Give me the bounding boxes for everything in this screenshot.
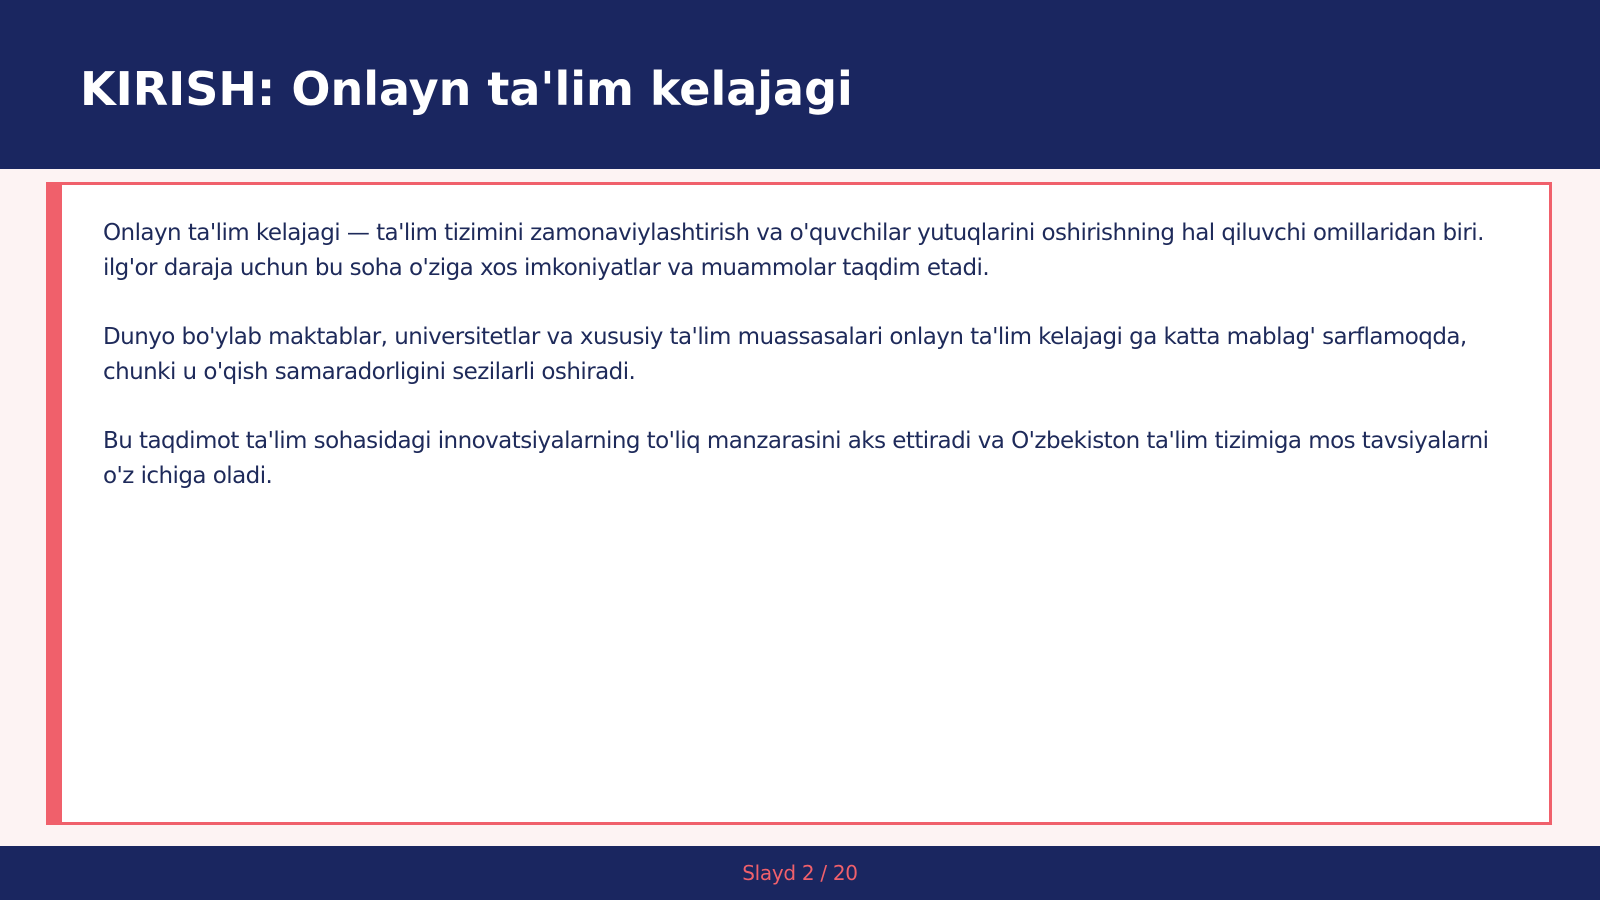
paragraph-3: Bu taqdimot ta'lim sohasidagi innovatsiyalarning to'liq manzarasini aks ettiradi va O'zbekiston ta'lim tizimiga mos tavsiyalarni o'z ichiga oladi. (103, 428, 1489, 489)
content-body (103, 216, 1523, 528)
slide-footer (0, 846, 1600, 900)
slide-header (0, 0, 1600, 169)
slide-counter: Slayd 2 / 20 (742, 861, 858, 885)
paragraph-1: Onlayn ta'lim kelajagi — ta'lim tizimini zamonaviylashtirish va o'quvchilar yutuqlarini oshirishning hal qiluvchi omillaridan biri. ilg'or daraja uchun bu soha o'ziga xos imkoniyatlar va muammolar taqdim etadi. (103, 220, 1484, 281)
slide-title: KIRISH: Onlayn ta'lim kelajagi (80, 62, 853, 116)
paragraph-2: Dunyo bo'ylab maktablar, universitetlar va xususiy ta'lim muassasalari onlayn ta'lim kelajagi ga katta mablag' sarflamoqda, chunki u o'qish samaradorligini sezilarli oshiradi. (103, 324, 1467, 385)
